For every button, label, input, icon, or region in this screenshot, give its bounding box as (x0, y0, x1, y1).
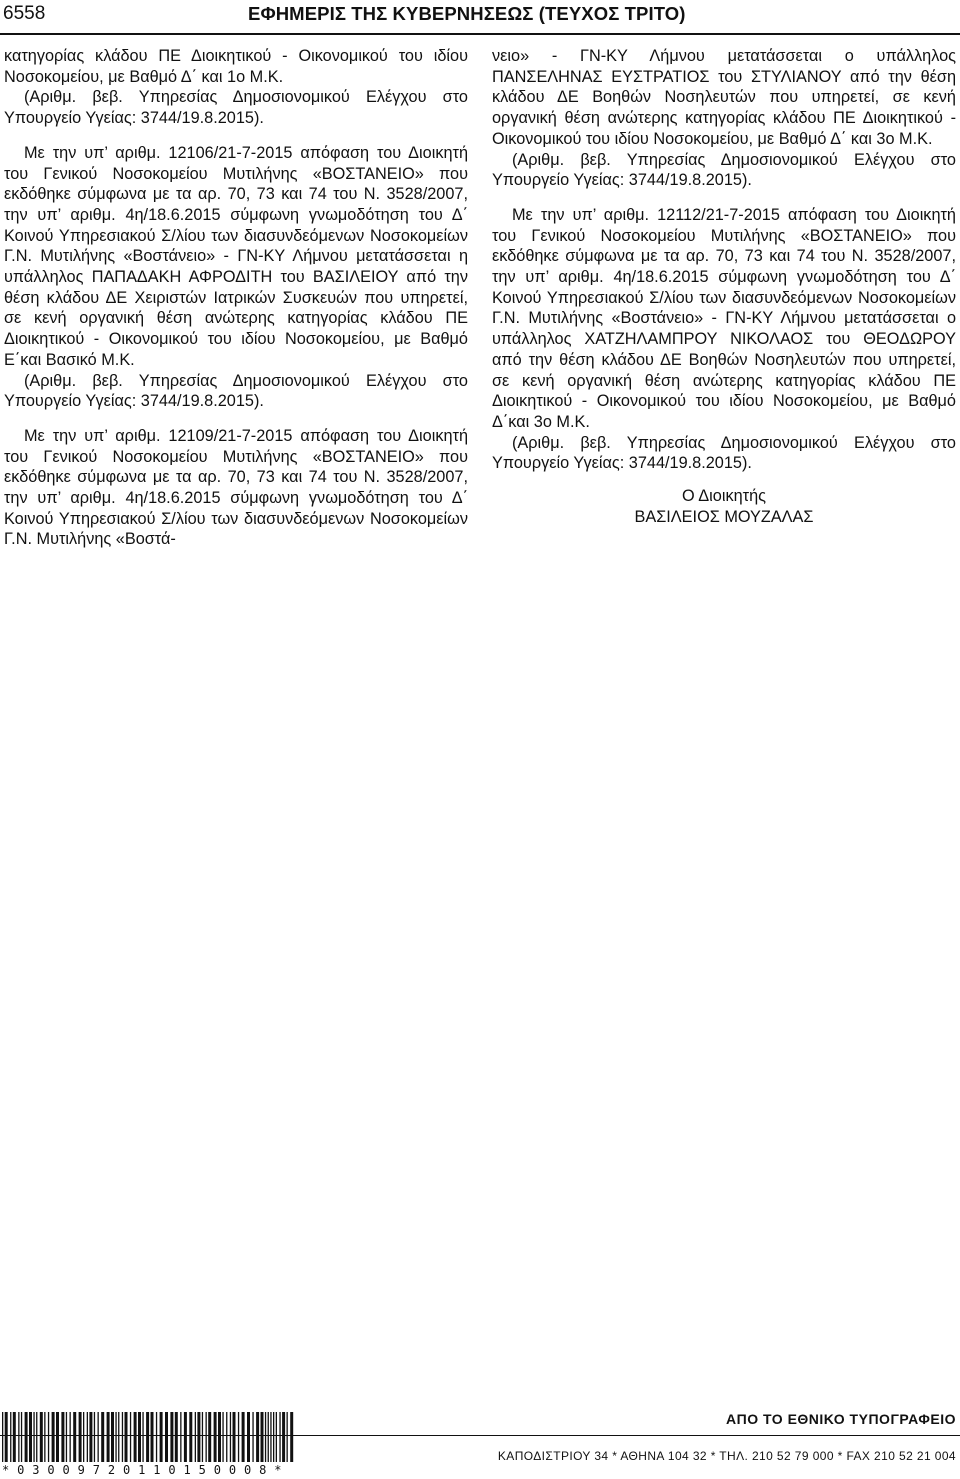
barcode-bar (56, 1412, 59, 1462)
right-paragraph-1: νειο» - ΓΝ-ΚΥ Λήμνου μετατάσσεται ο υπάλληλος ΠΑΝΣΕΛΗΝΑΣ ΕΥΣΤΡΑΤΙΟΣ του ΣΤΥΛΙΑΝΟΥ από την θέση κλάδου ΔΕ Βοηθών Νοσηλευτών που υπηρετεί, σε κενή οργανική θέση ανώτερης κατηγορίας κλάδου ΠΕ Διοικητικού - Οικονομικού του ιδίου Νοσοκομείου, με Βαθμό Δ΄ και 3ο Μ.Κ. (492, 47, 956, 148)
barcode-bar (268, 1412, 269, 1462)
barcode-bar (87, 1412, 88, 1462)
barcode-bar (256, 1412, 259, 1462)
barcode-bar (21, 1412, 22, 1462)
barcode-bar (73, 1412, 76, 1462)
barcode-bar (287, 1412, 288, 1462)
barcode-bar (282, 1412, 285, 1462)
barcode-bar (70, 1412, 71, 1462)
barcode-bar (111, 1412, 114, 1462)
barcode-bar (5, 1412, 8, 1462)
barcode-bar (83, 1412, 84, 1462)
right-column (492, 46, 956, 527)
right-paragraph-3: Με την υπ’ αριθμ. 12112/21-7-2015 απόφαση του Διοικητή του Γενικού Νοσοκομείου Μυτιλήνης «ΒΟΣΤΑΝΕΙΟ» που εκδόθηκε σύμφωνα με τα αρ. 70, 73 και 74 του Ν. 3528/2007, την υπ’ αριθμ. 4η/18.6.2015 σύμφωνη γνωμοδότηση του Δ΄ Κοινού Υπηρεσιακού Σ/λίου των διασυνδεόμενων Νοσοκομείων Γ.Ν. Μυτιλήνης «Βοστάνειο» - ΓΝ-ΚΥ Λήμνου μετατάσσεται ο υπάλληλος ΧΑΤΖΗΛΑΜΠΡΟΥ ΝΙΚΟΛΑΟΣ του ΘΕΟΔΩΡΟΥ από την θέση κλάδου ΔΕ Βοηθών Νοσηλευτών που υπηρετεί, σε κενή οργανική θέση ανώτερης κατηγορίας κλάδου ΠΕ Διοικητικού - Οικονομικού του ιδίου Νοσοκομείου, με Βαθμό Δ΄και 3ο Μ.Κ. (492, 205, 956, 431)
barcode-bar (238, 1412, 239, 1462)
left-paragraph-5: Με την υπ’ αριθμ. 12109/21-7-2015 απόφαση του Διοικητή του Γενικού Νοσοκομείου Μυτιλήνης «ΒΟΣΤΑΝΕΙΟ» που εκδόθηκε σύμφωνα με τα αρ. 70, 73 και 74 του Ν. 3528/2007, την υπ’ αριθμ. 4η/18.6.2015 σύμφωνη γνωμοδότηση του Δ΄ Κοινού Υπηρεσιακού Σ/λίου των διασυνδεόμενων Νοσοκομείων Γ.Ν. Μυτιλήνης «Βοστά- (4, 426, 468, 549)
barcode-bar (233, 1412, 236, 1462)
barcode-bar (44, 1412, 45, 1462)
header-divider (0, 33, 960, 35)
right-paragraph-2: (Αριθμ. βεβ. Υπηρεσίας Δημοσιονομικού Ελέγχου στο Υπουργείο Υγείας: 3744/19.8.2015). (492, 150, 956, 190)
barcode-bar (29, 1412, 32, 1462)
right-paragraph-4: (Αριθμ. βεβ. Υπηρεσίας Δημοσιονομικού Ελέγχου στο Υπουργείο Υγείας: 3744/19.8.2015). (492, 433, 956, 473)
barcode-bar (122, 1412, 123, 1462)
barcode-bar (252, 1412, 253, 1462)
barcode-bar (33, 1412, 34, 1462)
barcode-bar (125, 1412, 128, 1462)
barcode-bar (206, 1412, 207, 1462)
barcode-bar (13, 1412, 16, 1462)
barcode-bar (189, 1412, 192, 1462)
barcode-bar (107, 1412, 110, 1462)
barcode-bar (130, 1412, 131, 1462)
barcode-bar (142, 1412, 143, 1462)
barcode-bar (146, 1412, 149, 1462)
barcode-bar (290, 1412, 293, 1462)
barcode-bar (170, 1412, 173, 1462)
page-header (0, 0, 960, 32)
barcode-bar (118, 1412, 119, 1462)
barcode-bar (98, 1412, 99, 1462)
barcode-bar (265, 1412, 266, 1462)
press-name: ΑΠΟ ΤΟ ΕΘΝΙΚΟ ΤΥΠΟΓΡΑΦΕΙΟ (726, 1411, 956, 1427)
barcode-bar (18, 1412, 19, 1462)
barcode-bar (89, 1412, 92, 1462)
barcode-bar (10, 1412, 11, 1462)
barcode-bar (2, 1412, 3, 1462)
barcode-bar (214, 1412, 217, 1462)
barcode-bar (138, 1412, 141, 1462)
barcode-bar (230, 1412, 231, 1462)
barcode-bar (175, 1412, 178, 1462)
barcode-bar (115, 1412, 116, 1462)
footer-divider (0, 1435, 960, 1436)
barcode-bar (247, 1412, 250, 1462)
barcode-bar (208, 1412, 211, 1462)
barcode-bar (52, 1412, 55, 1462)
barcode-bar (242, 1412, 245, 1462)
barcode-bar (226, 1412, 227, 1462)
left-paragraph-4: (Αριθμ. βεβ. Υπηρεσίας Δημοσιονομικού Ελέγχου στο Υπουργείο Υγείας: 3744/19.8.2015). (4, 371, 468, 411)
barcode-bar (25, 1412, 28, 1462)
barcode-bar (218, 1412, 221, 1462)
barcode-bar (165, 1412, 168, 1462)
barcode-bar (270, 1412, 271, 1462)
signature-name: ΒΑΣΙΛΕΙΟΣ ΜΟΥΖΑΛΑΣ (634, 507, 814, 526)
barcode-bar (202, 1412, 203, 1462)
journal-title: ΕΦΗΜΕΡΙΣ ΤΗΣ ΚΥΒΕΡΝΗΣΕΩΣ (ΤΕΥΧΟΣ ΤΡΙΤΟ) (248, 3, 686, 24)
page-number: 6558 (3, 3, 46, 24)
barcode (2, 1412, 298, 1462)
barcode-bar (261, 1412, 264, 1462)
barcode-bar (101, 1412, 104, 1462)
left-paragraph-3: Με την υπ’ αριθμ. 12106/21-7-2015 απόφαση του Διοικητή του Γενικού Νοσοκομείου Μυτιλήνης «ΒΟΣΤΑΝΕΙΟ» που εκδόθηκε σύμφωνα με τα αρ. 70, 73 και 74 του Ν. 3528/2007, την υπ’ αριθμ. 4η/18.6.2015 σύμφωνη γνωμοδότηση του Δ΄ Κοινού Υπηρεσιακού Σ/λίου των διασυνδεόμενων Νοσοκομείων Γ.Ν. Μυτιλήνης «Βοστάνειο» - ΓΝ-ΚΥ Λήμνου μετατάσσεται η υπάλληλος ΠΑΠΑΔΑΚΗ ΑΦΡΟΔΙΤΗ του ΒΑΣΙΛΕΙΟΥ από την θέση κλάδου ΔΕ Χειριστών Ιατρικών Συσκευών που υπηρετεί, σε κενή οργανική θέση ανώτερης κατηγορίας κλάδου ΠΕ Διοικητικού - Οικονομικού του ιδίου Νοσοκομείου, με Βαθμό Ε΄και Βασικό Μ.Κ. (4, 143, 468, 369)
barcode-bar (156, 1412, 157, 1462)
barcode-bar (276, 1412, 277, 1462)
barcode-bar (222, 1412, 223, 1462)
barcode-bar (195, 1412, 196, 1462)
left-paragraph-2: (Αριθμ. βεβ. Υπηρεσίας Δημοσιονομικού Ελέγχου στο Υπουργείο Υγείας: 3744/19.8.2015). (4, 88, 468, 128)
barcode-bar (134, 1412, 137, 1462)
barcode-bar (184, 1412, 187, 1462)
barcode-bar (197, 1412, 200, 1462)
barcode-bar (279, 1412, 280, 1462)
barcode-bar (151, 1412, 154, 1462)
barcode-bar (48, 1412, 49, 1462)
left-column (4, 46, 468, 550)
signature-role: Ο Διοικητής (682, 487, 766, 506)
barcode-bar (94, 1412, 95, 1462)
barcode-bar (160, 1412, 163, 1462)
press-address: ΚΑΠΟΔΙΣΤΡΙΟΥ 34 * ΑΘΗΝΑ 104 32 * ΤΗΛ. 210 52 79 000 * FAX 210 52 21 004 (497, 1449, 956, 1463)
barcode-bar (79, 1412, 82, 1462)
barcode-bar (36, 1412, 37, 1462)
barcode-bar (66, 1412, 67, 1462)
barcode-text: *03009720110150008* (2, 1463, 290, 1477)
barcode-bar (40, 1412, 43, 1462)
left-paragraph-1: κατηγορίας κλάδου ΠΕ Διοικητικού - Οικονομικού του ιδίου Νοσοκομείου, με Βαθμό Δ΄ και 1ο Μ.Κ. (4, 47, 468, 86)
barcode-bar (273, 1412, 274, 1462)
barcode-bar (61, 1412, 64, 1462)
barcode-bar (180, 1412, 181, 1462)
